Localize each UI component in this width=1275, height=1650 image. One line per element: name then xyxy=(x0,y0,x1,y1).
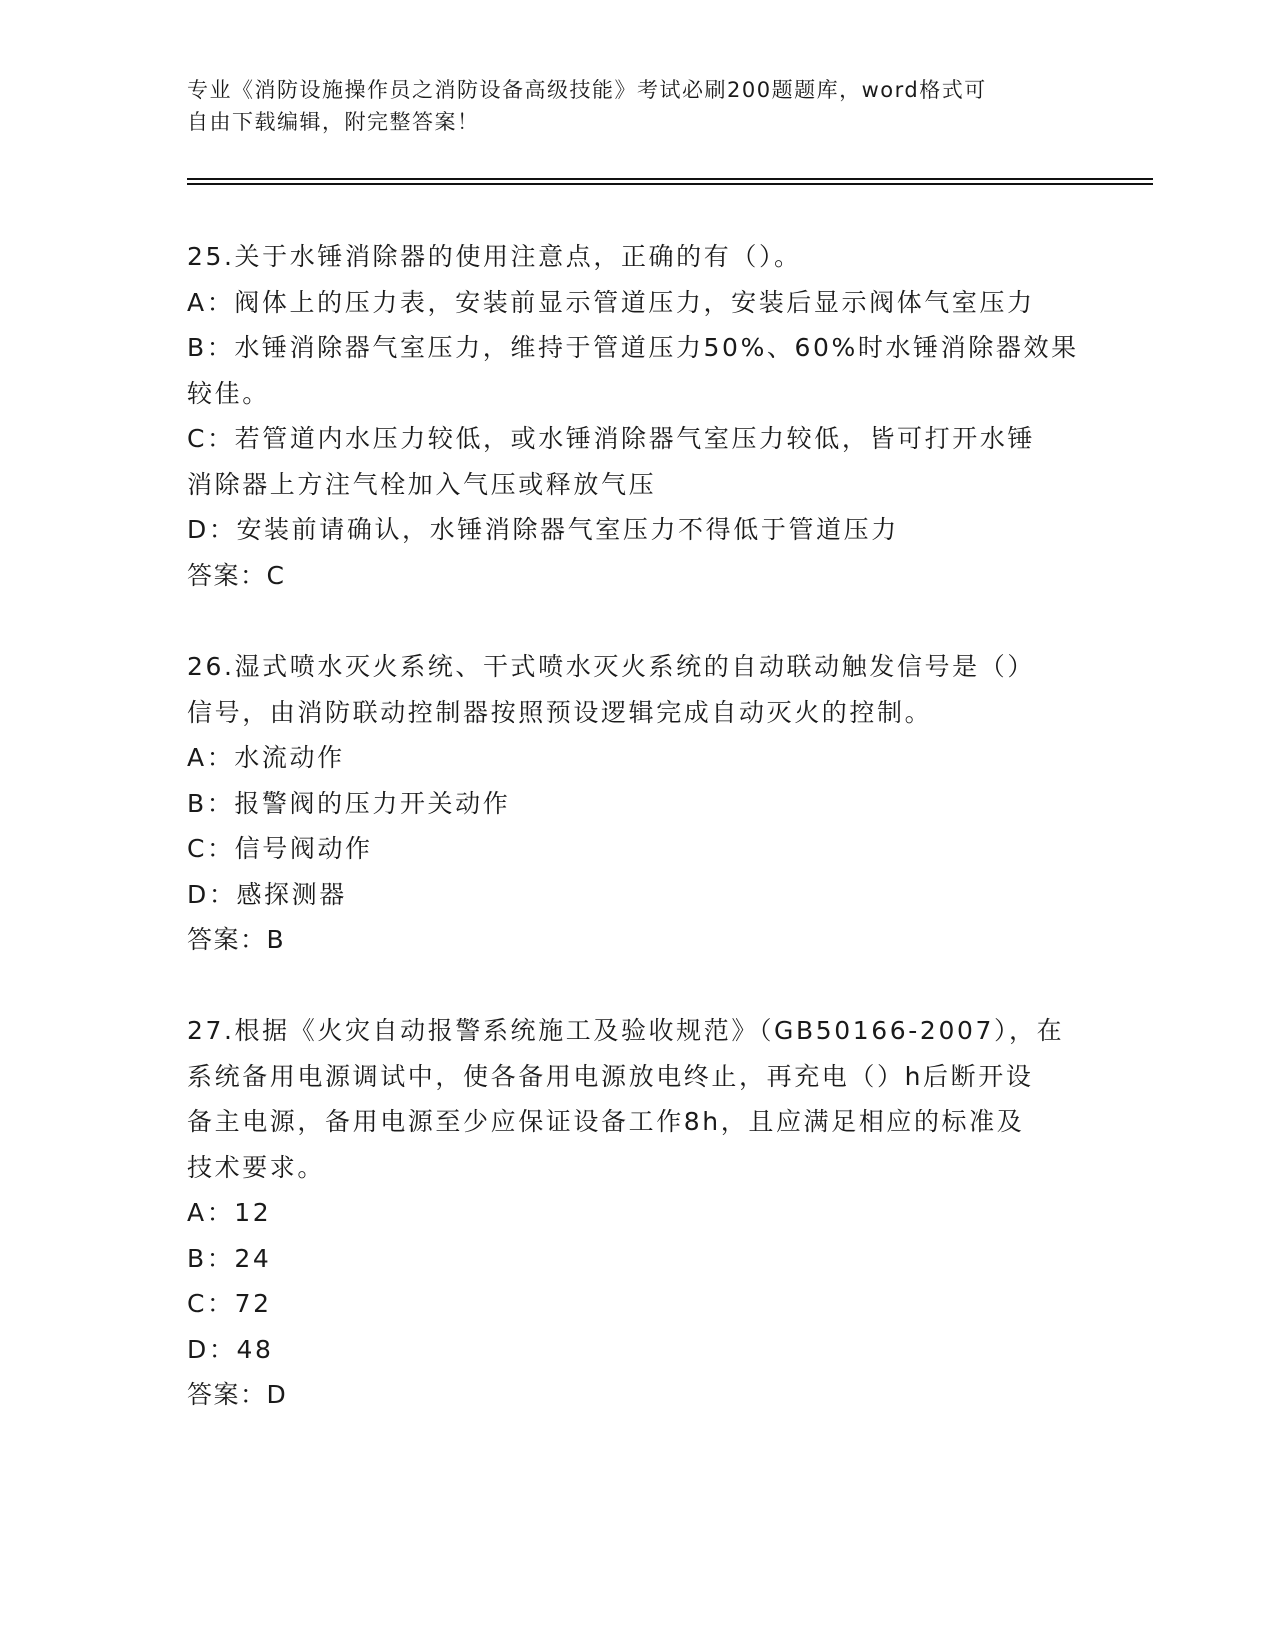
option-c: C：72 xyxy=(187,1289,272,1318)
answer: 答案：B xyxy=(187,925,286,954)
question-stem: 25.关于水锤消除器的使用注意点，正确的有（）。 xyxy=(187,242,802,271)
option-c: C：若管道内水压力较低，或水锤消除器气室压力较低，皆可打开水锤 xyxy=(187,424,1036,453)
answer: 答案：C xyxy=(187,560,286,590)
option-b: B：24 xyxy=(187,1243,272,1273)
option-a: A：12 xyxy=(187,1198,272,1227)
header-line-1: 专业《消防设施操作员之消防设备高级技能》考试必刷200题题库，word格式可 xyxy=(187,78,987,102)
question-stem-continued: 技术要求。 xyxy=(187,1152,326,1182)
option-d: D：安装前请确认，水锤消除器气室压力不得低于管道压力 xyxy=(187,515,899,544)
header-divider-top xyxy=(187,178,1153,180)
option-a: A：阀体上的压力表，安装前显示管道压力，安装后显示阀体气室压力 xyxy=(187,287,1035,317)
question-27 xyxy=(187,1008,1087,1418)
header-line-2: 自由下载编辑，附完整答案！ xyxy=(187,110,480,134)
question-stem: 26.湿式喷水灭火系统、干式喷水灭火系统的自动联动触发信号是（） xyxy=(187,652,1035,681)
document-header xyxy=(187,74,1087,138)
option-d: D：感探测器 xyxy=(187,879,347,909)
option-d: D：48 xyxy=(187,1334,274,1364)
option-b: B：水锤消除器气室压力，维持于管道压力50%、60%时水锤消除器效果 xyxy=(187,333,1079,362)
option-c-continued: 消除器上方注气栓加入气压或释放气压 xyxy=(187,469,657,499)
question-stem-continued: 备主电源，备用电源至少应保证设备工作8h，且应满足相应的标准及 xyxy=(187,1107,1025,1136)
option-b-continued: 较佳。 xyxy=(187,378,270,408)
header-divider-bottom xyxy=(187,183,1153,185)
option-a: A：水流动作 xyxy=(187,743,345,772)
question-26 xyxy=(187,644,1087,963)
option-b: B：报警阀的压力开关动作 xyxy=(187,788,511,818)
question-stem-continued: 系统备用电源调试中，使各备用电源放电终止，再充电（）h后断开设 xyxy=(187,1061,1034,1091)
question-25 xyxy=(187,234,1087,598)
question-stem-continued: 信号，由消防联动控制器按照预设逻辑完成自动灭火的控制。 xyxy=(187,697,933,727)
answer: 答案：D xyxy=(187,1380,288,1409)
question-stem: 27.根据《火灾自动报警系统施工及验收规范》（GB50166-2007），在 xyxy=(187,1016,1065,1045)
option-c: C：信号阀动作 xyxy=(187,834,373,863)
